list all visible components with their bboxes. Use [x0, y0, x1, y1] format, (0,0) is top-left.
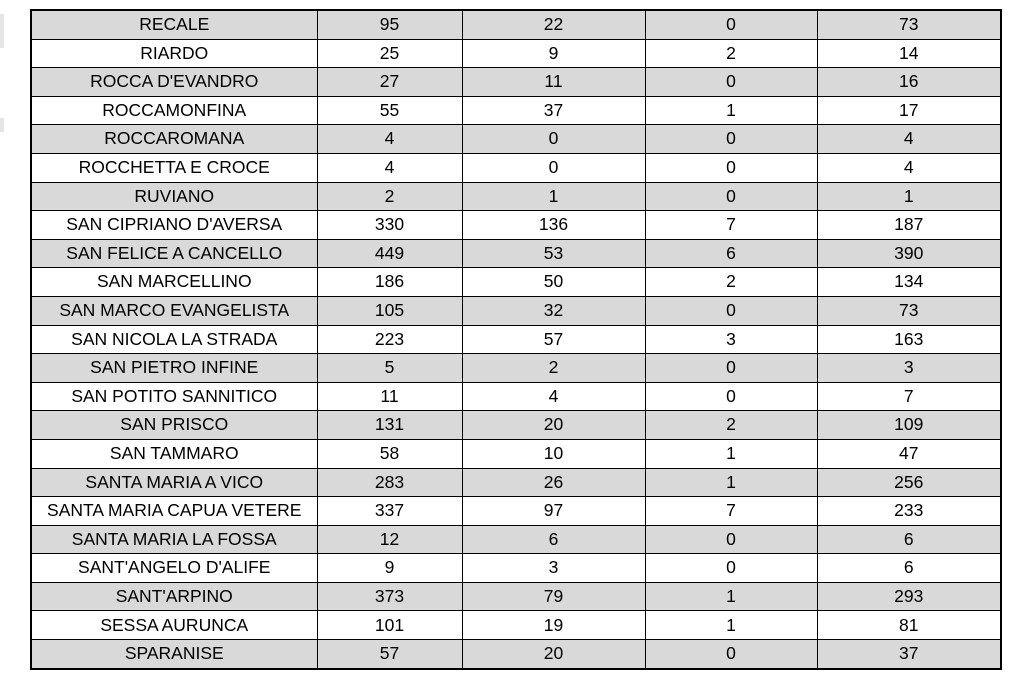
- value-cell-3: 0: [645, 182, 817, 211]
- value-cell-3: 1: [645, 468, 817, 497]
- left-edge-mark: [0, 118, 4, 132]
- value-cell-2: 22: [462, 10, 645, 39]
- value-cell-2: 50: [462, 268, 645, 297]
- table-row: [31, 96, 1001, 125]
- table-row: [31, 10, 1001, 39]
- value-cell-3: 0: [645, 354, 817, 383]
- comune-cell: SAN PRISCO: [31, 411, 317, 440]
- table-body: [31, 10, 1001, 669]
- comune-cell: SPARANISE: [31, 640, 317, 669]
- value-cell-2: 37: [462, 96, 645, 125]
- value-cell-2: 10: [462, 439, 645, 468]
- value-cell-4: 3: [817, 354, 1001, 383]
- value-cell-2: 20: [462, 411, 645, 440]
- table-row: [31, 382, 1001, 411]
- comune-cell: RUVIANO: [31, 182, 317, 211]
- value-cell-4: 134: [817, 268, 1001, 297]
- value-cell-2: 9: [462, 39, 645, 68]
- value-cell-1: 131: [317, 411, 462, 440]
- value-cell-4: 1: [817, 182, 1001, 211]
- table-row: [31, 611, 1001, 640]
- value-cell-1: 58: [317, 439, 462, 468]
- value-cell-1: 4: [317, 153, 462, 182]
- value-cell-4: 293: [817, 582, 1001, 611]
- value-cell-3: 3: [645, 325, 817, 354]
- value-cell-4: 187: [817, 211, 1001, 240]
- comune-cell: ROCCAROMANA: [31, 125, 317, 154]
- value-cell-1: 330: [317, 211, 462, 240]
- comune-cell: SAN FELICE A CANCELLO: [31, 239, 317, 268]
- table-row: [31, 554, 1001, 583]
- value-cell-1: 57: [317, 640, 462, 669]
- value-cell-2: 53: [462, 239, 645, 268]
- table-row: [31, 525, 1001, 554]
- value-cell-3: 1: [645, 582, 817, 611]
- value-cell-2: 2: [462, 354, 645, 383]
- value-cell-1: 25: [317, 39, 462, 68]
- value-cell-4: 7: [817, 382, 1001, 411]
- value-cell-4: 16: [817, 68, 1001, 97]
- value-cell-1: 337: [317, 497, 462, 526]
- table-row: [31, 439, 1001, 468]
- table-row: [31, 325, 1001, 354]
- value-cell-2: 26: [462, 468, 645, 497]
- value-cell-2: 3: [462, 554, 645, 583]
- value-cell-1: 223: [317, 325, 462, 354]
- comune-cell: SAN MARCELLINO: [31, 268, 317, 297]
- value-cell-1: 373: [317, 582, 462, 611]
- value-cell-2: 136: [462, 211, 645, 240]
- value-cell-4: 37: [817, 640, 1001, 669]
- value-cell-2: 0: [462, 125, 645, 154]
- value-cell-3: 2: [645, 39, 817, 68]
- value-cell-2: 57: [462, 325, 645, 354]
- value-cell-4: 256: [817, 468, 1001, 497]
- left-edge-mark: [0, 14, 4, 48]
- comune-cell: SANT'ANGELO D'ALIFE: [31, 554, 317, 583]
- value-cell-4: 390: [817, 239, 1001, 268]
- value-cell-1: 95: [317, 10, 462, 39]
- value-cell-4: 109: [817, 411, 1001, 440]
- value-cell-1: 105: [317, 296, 462, 325]
- value-cell-2: 79: [462, 582, 645, 611]
- value-cell-4: 73: [817, 296, 1001, 325]
- value-cell-4: 14: [817, 39, 1001, 68]
- comune-cell: ROCCHETTA E CROCE: [31, 153, 317, 182]
- comune-cell: SAN CIPRIANO D'AVERSA: [31, 211, 317, 240]
- value-cell-3: 0: [645, 153, 817, 182]
- comune-cell: SAN NICOLA LA STRADA: [31, 325, 317, 354]
- value-cell-4: 17: [817, 96, 1001, 125]
- comune-cell: ROCCAMONFINA: [31, 96, 317, 125]
- table-row: [31, 411, 1001, 440]
- value-cell-1: 12: [317, 525, 462, 554]
- value-cell-4: 6: [817, 525, 1001, 554]
- comune-cell: SANTA MARIA A VICO: [31, 468, 317, 497]
- comune-cell: RIARDO: [31, 39, 317, 68]
- value-cell-4: 233: [817, 497, 1001, 526]
- value-cell-3: 0: [645, 525, 817, 554]
- value-cell-2: 19: [462, 611, 645, 640]
- comune-cell: SAN POTITO SANNITICO: [31, 382, 317, 411]
- value-cell-1: 27: [317, 68, 462, 97]
- value-cell-4: 81: [817, 611, 1001, 640]
- table-row: [31, 39, 1001, 68]
- value-cell-3: 0: [645, 10, 817, 39]
- value-cell-3: 0: [645, 382, 817, 411]
- value-cell-4: 4: [817, 153, 1001, 182]
- comune-cell: RECALE: [31, 10, 317, 39]
- table-row: [31, 182, 1001, 211]
- comune-cell: SESSA AURUNCA: [31, 611, 317, 640]
- table-row: [31, 582, 1001, 611]
- value-cell-1: 186: [317, 268, 462, 297]
- value-cell-4: 73: [817, 10, 1001, 39]
- value-cell-2: 1: [462, 182, 645, 211]
- value-cell-2: 6: [462, 525, 645, 554]
- value-cell-3: 7: [645, 211, 817, 240]
- table-row: [31, 68, 1001, 97]
- comune-cell: ROCCA D'EVANDRO: [31, 68, 317, 97]
- table-row: [31, 497, 1001, 526]
- data-table: [30, 9, 1002, 670]
- comune-cell: SANT'ARPINO: [31, 582, 317, 611]
- value-cell-3: 0: [645, 68, 817, 97]
- table-row: [31, 211, 1001, 240]
- value-cell-1: 5: [317, 354, 462, 383]
- value-cell-1: 4: [317, 125, 462, 154]
- value-cell-3: 2: [645, 268, 817, 297]
- value-cell-3: 0: [645, 640, 817, 669]
- value-cell-2: 11: [462, 68, 645, 97]
- table-row: [31, 268, 1001, 297]
- value-cell-1: 11: [317, 382, 462, 411]
- comune-cell: SAN MARCO EVANGELISTA: [31, 296, 317, 325]
- table-row: [31, 468, 1001, 497]
- value-cell-1: 449: [317, 239, 462, 268]
- comune-cell: SANTA MARIA CAPUA VETERE: [31, 497, 317, 526]
- value-cell-2: 20: [462, 640, 645, 669]
- value-cell-4: 163: [817, 325, 1001, 354]
- value-cell-4: 6: [817, 554, 1001, 583]
- value-cell-1: 55: [317, 96, 462, 125]
- value-cell-2: 32: [462, 296, 645, 325]
- comune-cell: SAN PIETRO INFINE: [31, 354, 317, 383]
- value-cell-3: 7: [645, 497, 817, 526]
- table-row: [31, 125, 1001, 154]
- value-cell-4: 47: [817, 439, 1001, 468]
- table-row: [31, 296, 1001, 325]
- value-cell-1: 9: [317, 554, 462, 583]
- table-row: [31, 153, 1001, 182]
- value-cell-3: 0: [645, 554, 817, 583]
- value-cell-3: 0: [645, 125, 817, 154]
- value-cell-3: 0: [645, 296, 817, 325]
- value-cell-3: 2: [645, 411, 817, 440]
- value-cell-1: 101: [317, 611, 462, 640]
- value-cell-2: 4: [462, 382, 645, 411]
- value-cell-4: 4: [817, 125, 1001, 154]
- table-container: [30, 9, 1002, 670]
- value-cell-3: 1: [645, 439, 817, 468]
- table-row: [31, 239, 1001, 268]
- comune-cell: SAN TAMMARO: [31, 439, 317, 468]
- comune-cell: SANTA MARIA LA FOSSA: [31, 525, 317, 554]
- value-cell-3: 6: [645, 239, 817, 268]
- value-cell-2: 0: [462, 153, 645, 182]
- value-cell-3: 1: [645, 96, 817, 125]
- value-cell-1: 2: [317, 182, 462, 211]
- value-cell-3: 1: [645, 611, 817, 640]
- value-cell-1: 283: [317, 468, 462, 497]
- table-row: [31, 354, 1001, 383]
- table-row: [31, 640, 1001, 669]
- value-cell-2: 97: [462, 497, 645, 526]
